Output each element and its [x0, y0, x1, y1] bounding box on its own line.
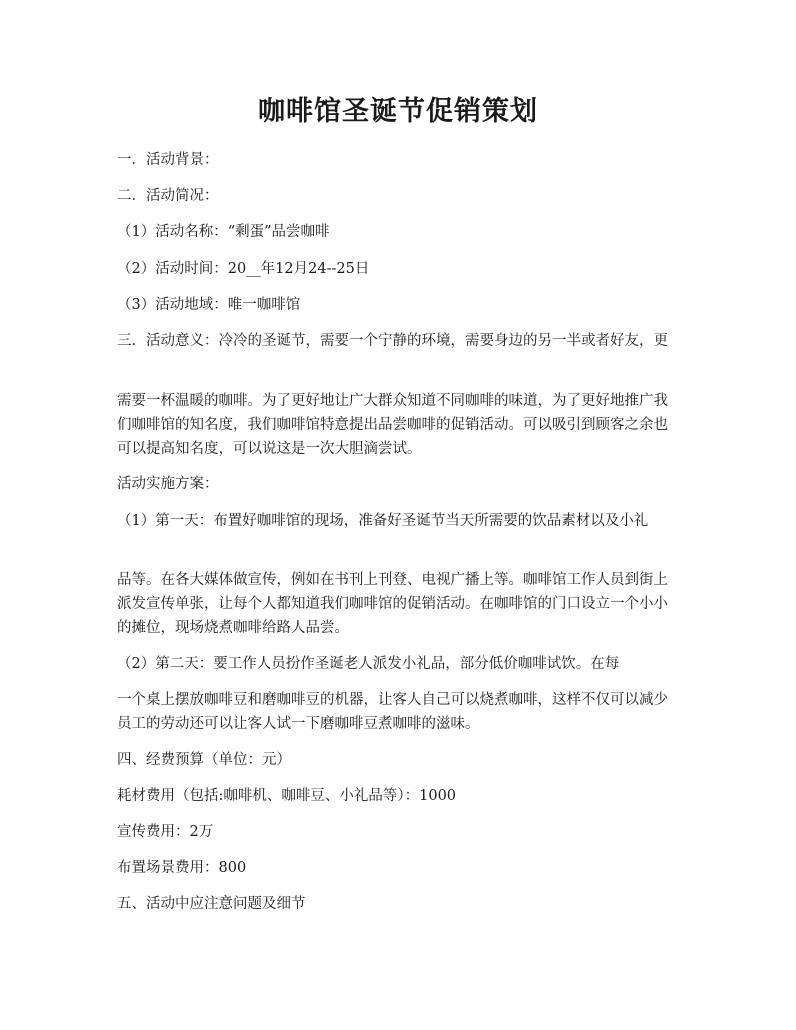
- day-one-paragraph: （1）第一天：布置好咖啡馆的现场，准备好圣诞节当天所需要的饮品素材以及小礼: [117, 513, 649, 529]
- budget-heading: 四、经费预算（单位：元）: [117, 752, 291, 768]
- activity-time: （2）活动时间：20__年12月24--25日: [117, 261, 370, 277]
- activity-name: （1）活动名称：“剩蛋”品尝咖啡: [117, 224, 330, 240]
- activity-location: （3）活动地域：唯一咖啡馆: [117, 297, 301, 313]
- day-two-continuation-paragraph: 一个桌上摆放咖啡豆和磨咖啡豆的机器，让客人自己可以烧煮咖啡，这样不仅可以减少员工的劳动还可以让客人试一下磨咖啡豆煮咖啡的滋味。: [117, 692, 668, 732]
- section-overview-heading: 二．活动简况：: [117, 188, 219, 204]
- significance-continuation-paragraph: 需要一杯温暖的咖啡。为了更好地让广大群众知道不同咖啡的味道，为了更好地推广我们咖啡馆的知名度，我们咖啡馆特意提出品尝咖啡的促销活动。可以吸引到顾客之余也可以提高知名度，可以说这是一次大胆滴尝试。: [117, 393, 668, 457]
- budget-setup-line: 布置场景费用：800: [117, 860, 247, 876]
- budget-materials-line: 耗材费用（包括:咖啡机、咖啡豆、小礼品等）：1000: [117, 788, 457, 804]
- section-notes-heading: 五、活动中应注意问题及细节: [117, 896, 306, 912]
- day-one-continuation-paragraph: 品等。在各大媒体做宣传，例如在书刊上刊登、电视广播上等。咖啡馆工作人员到街上派发宣传单张，让每个人都知道我们咖啡馆的促销活动。在咖啡馆的门口设立一个小小的摊位，现场烧煮咖啡给路人品尝。: [117, 572, 668, 636]
- section-background-heading: 一．活动背景：: [117, 152, 219, 168]
- section-significance-paragraph: 三．活动意义：冷冷的圣诞节，需要一个宁静的环境，需要身边的另一半或者好友，更: [117, 333, 668, 349]
- document-title: 咖啡馆圣诞节促销策划: [258, 96, 538, 127]
- implementation-plan-heading: 活动实施方案：: [117, 476, 219, 492]
- day-two-paragraph: （2）第二天：要工作人员扮作圣诞老人派发小礼品，部分低价咖啡试饮。在每: [117, 656, 620, 672]
- budget-promotion-line: 宣传费用：2万: [117, 824, 214, 840]
